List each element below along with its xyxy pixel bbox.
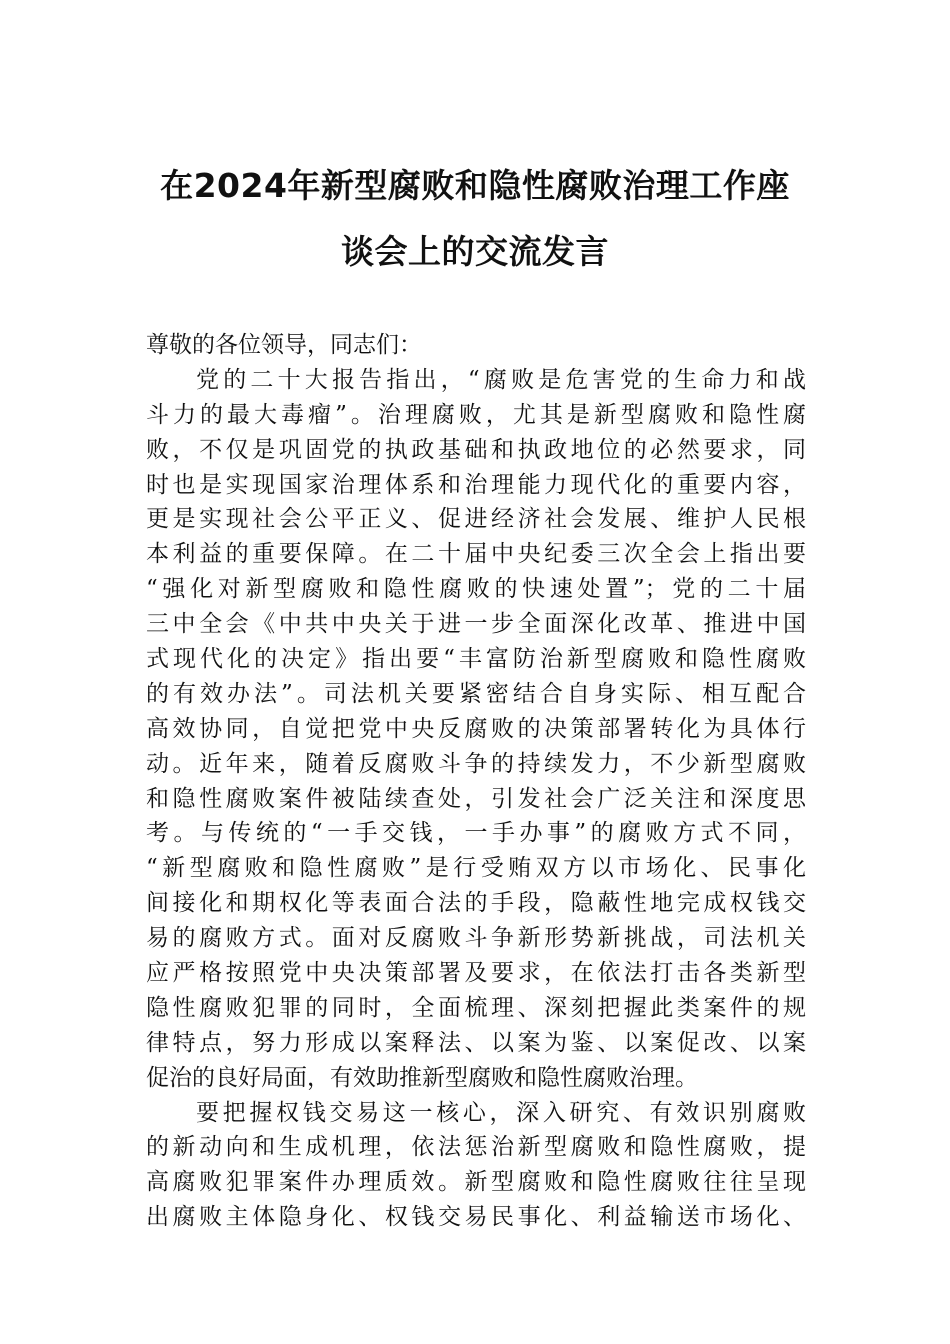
paragraph-1-line: 斗力的最大毒瘤”。治理腐败，尤其是新型腐败和隐性腐 <box>146 401 806 428</box>
paragraph-1-line: 隐性腐败犯罪的同时，全面梳理、深刻把握此类案件的规 <box>146 994 806 1021</box>
paragraph-1-line: 式现代化的决定》指出要“丰富防治新型腐败和隐性腐败 <box>146 646 806 673</box>
document-body <box>146 328 806 1235</box>
paragraph-1-line: 和隐性腐败案件被陆续查处，引发社会广泛关注和深度思 <box>146 785 806 812</box>
paragraph-1-line: “强化对新型腐败和隐性腐败的快速处置”；党的二十届 <box>146 576 806 603</box>
paragraph-1-line: 高效协同，自觉把党中央反腐败的决策部署转化为具体行 <box>146 715 806 742</box>
paragraph-1-line: 党的二十大报告指出，“腐败是危害党的生命力和战 <box>196 366 806 393</box>
document-title-line-1: 在2024年新型腐败和隐性腐败治理工作座 <box>160 166 790 205</box>
paragraph-2-line: 高腐败犯罪案件办理质效。新型腐败和隐性腐败往往呈现 <box>146 1169 806 1196</box>
paragraph-1-line: “新型腐败和隐性腐败”是行受贿双方以市场化、民事化 <box>146 855 806 882</box>
paragraph-1-line: 本利益的重要保障。在二十届中央纪委三次全会上指出要 <box>146 541 806 568</box>
paragraph-1-line: 的有效办法”。司法机关要紧密结合自身实际、相互配合 <box>146 680 806 707</box>
paragraph-1-line: 促治的良好局面，有效助推新型腐败和隐性腐败治理。 <box>146 1064 698 1091</box>
paragraph-2-line: 的新动向和生成机理，依法惩治新型腐败和隐性腐败，提 <box>146 1134 806 1161</box>
paragraph-1-line: 动。近年来，随着反腐败斗争的持续发力，不少新型腐败 <box>146 750 806 777</box>
paragraph-2-line: 要把握权钱交易这一核心，深入研究、有效识别腐败 <box>196 1099 806 1126</box>
paragraph-1-line: 间接化和期权化等表面合法的手段，隐蔽性地完成权钱交 <box>146 890 806 917</box>
paragraph-1-line: 易的腐败方式。面对反腐败斗争新形势新挑战，司法机关 <box>146 925 806 952</box>
paragraph-1-line: 败，不仅是巩固党的执政基础和执政地位的必然要求，同 <box>146 436 806 463</box>
paragraph-1-line: 应严格按照党中央决策部署及要求，在依法打击各类新型 <box>146 960 806 987</box>
paragraph-2-line: 出腐败主体隐身化、权钱交易民事化、利益输送市场化、 <box>146 1204 806 1231</box>
salutation: 尊敬的各位领导，同志们： <box>146 332 422 358</box>
paragraph-1-line: 考。与传统的“一手交钱，一手办事”的腐败方式不同， <box>146 820 806 847</box>
paragraph-1-line: 更是实现社会公平正义、促进经济社会发展、维护人民根 <box>146 506 806 533</box>
paragraph-1-line: 律特点，努力形成以案释法、以案为鉴、以案促改、以案 <box>146 1029 806 1056</box>
document-title-line-2: 谈会上的交流发言 <box>341 232 609 271</box>
paragraph-1-line: 三中全会《中共中央关于进一步全面深化改革、推进中国 <box>146 611 806 638</box>
paragraph-1-line: 时也是实现国家治理体系和治理能力现代化的重要内容， <box>146 471 806 498</box>
